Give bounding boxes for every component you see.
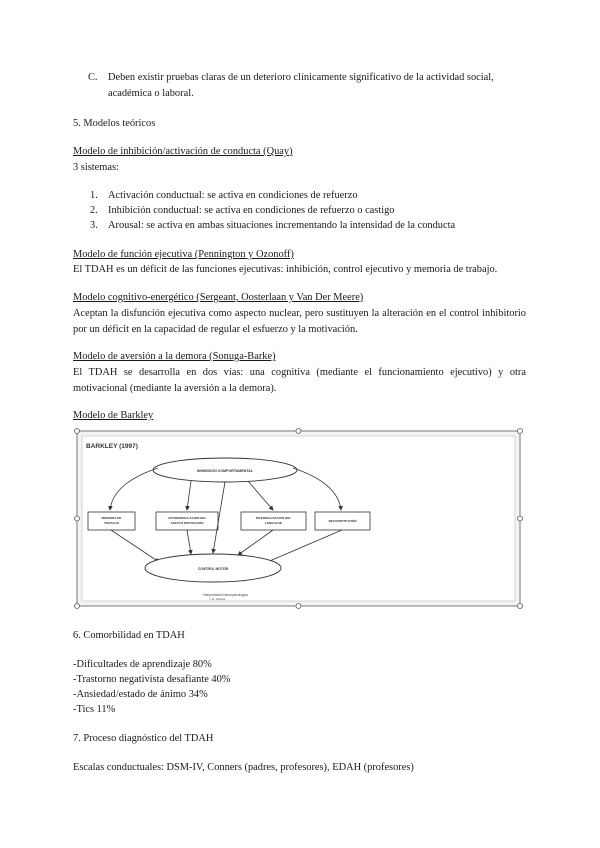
comorbidity-item: -Ansiedad/estado de ánimo 34% bbox=[73, 689, 208, 700]
quay-item-num: 2. bbox=[90, 205, 98, 216]
ejecutiva-title: Modelo de función ejecutiva (Pennington y Ozonoff) bbox=[73, 249, 294, 260]
comorbidity-item: -Trastorno negativista desafiante 40% bbox=[73, 674, 231, 685]
diagram-header: BARKLEY (1997) bbox=[86, 443, 138, 450]
quay-intro: 3 sistemas: bbox=[73, 162, 119, 173]
aversion-title: Modelo de aversión a la demora (Sonuga-Barke) bbox=[73, 351, 276, 362]
quay-title: Modelo de inhibición/activación de conducta (Quay) bbox=[73, 146, 293, 157]
diagram-footer: Interpretación Neuropsicológica bbox=[203, 593, 248, 597]
quay-item-num: 1. bbox=[90, 190, 98, 201]
barkley-diagram[interactable] bbox=[73, 428, 524, 609]
quay-item-text: Arousal: se activa en ambas situaciones incrementando la intensidad de la conducta bbox=[108, 220, 456, 231]
quay-item-text: Activación conductual: se activa en condiciones de refuerzo bbox=[108, 190, 358, 201]
barkley-title: Modelo de Barkley bbox=[73, 410, 154, 421]
section-7-text: Escalas conductuales: DSM-IV, Conners (padres, profesores), EDAH (profesores) bbox=[73, 762, 414, 773]
section-6-heading: 6. Comorbilidad en TDAH bbox=[73, 630, 185, 641]
section-7-heading: 7. Proceso diagnóstico del TDAH bbox=[73, 733, 214, 744]
box-reconstitucion-label: RECONSTITUCIÓN bbox=[328, 519, 357, 523]
ejecutiva-text: El TDAH es un déficit de las funciones ejecutivas: inhibición, control ejecutivo y memoria de trabajo. bbox=[73, 264, 498, 275]
quay-item-text: Inhibición conductual: se activa en condiciones de refuerzo o castigo bbox=[108, 205, 395, 216]
comorbidity-item: -Tics 11% bbox=[73, 704, 116, 715]
section-5-heading: 5. Modelos teóricos bbox=[73, 118, 156, 129]
box-internalizacion-label: INTERNALIZACIÓN DEL LENGUAJE bbox=[255, 516, 292, 525]
box-memoria-label: MEMORIA DE TRABAJO bbox=[101, 516, 122, 525]
quay-item-num: 3. bbox=[90, 220, 98, 231]
comorbidity-item: -Dificultades de aprendizaje 80% bbox=[73, 659, 212, 670]
list-c-line1: Deben existir pruebas claras de un deterioro clínicamente significativo de la actividad social, bbox=[108, 72, 494, 83]
cognitivo-title: Modelo cognitivo-energético (Sergeant, Oosterlaan y Van Der Meere) bbox=[73, 292, 364, 303]
box-autorregulacion-label: AUTORREGULACIÓN DEL AFECTO MOTIVACIÓN bbox=[167, 516, 207, 525]
list-c-line2: académica o laboral. bbox=[108, 88, 194, 99]
inhibicion-label: INHIBICIÓN COMPORTAMENTAL bbox=[196, 469, 254, 473]
diagram-footer-author: J. R. García bbox=[209, 597, 226, 601]
control-motor-label: CONTROL MOTOR bbox=[197, 567, 229, 571]
list-marker-c: C. bbox=[88, 72, 98, 83]
cognitivo-text: Aceptan la disfunción ejecutiva como aspecto nuclear, pero sustituyen la alteración en el control inhibitorio por un déficit en la capacidad de regular el esfuerzo y la motivación. bbox=[73, 308, 526, 335]
aversion-text: El TDAH se desarrolla en dos vías: una cognitiva (mediante el funcionamiento ejecutivo) y otra motivacional (mediante la aversión a la demora). bbox=[73, 367, 526, 394]
